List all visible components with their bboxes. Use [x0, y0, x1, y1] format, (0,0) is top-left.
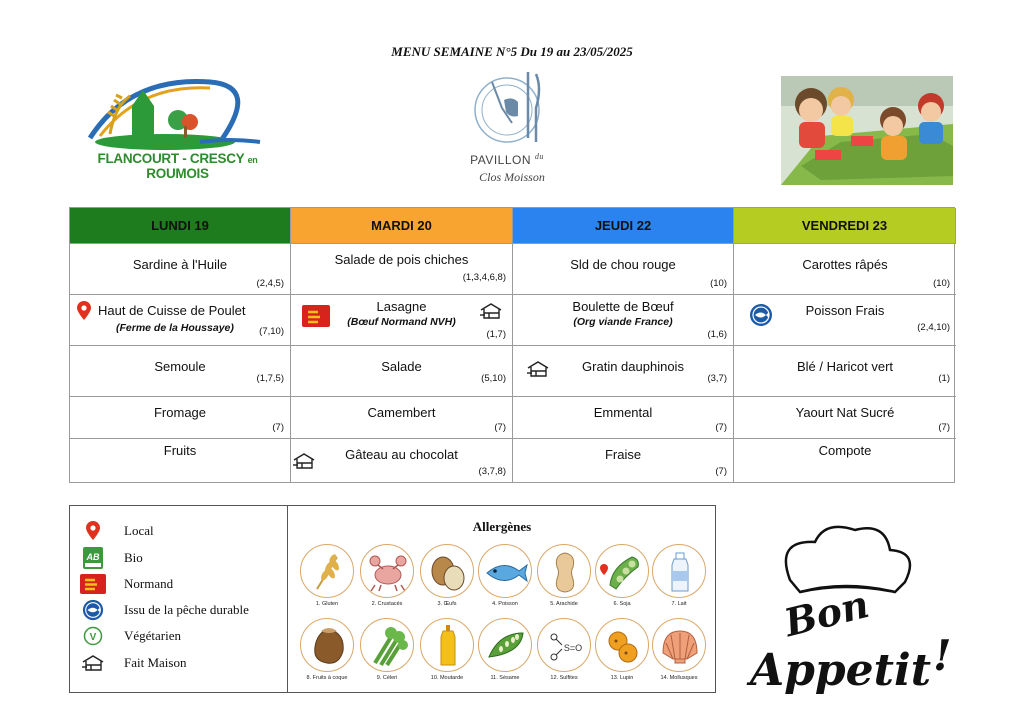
town-logo-graphic: [70, 76, 285, 154]
menu-cell: [70, 396, 291, 438]
pavillon-text: PAVILLON: [470, 153, 532, 167]
day-header-vendredi: VENDREDI 23: [734, 208, 956, 243]
menu-title: MENU SEMAINE N°5 Du 19 au 23/05/2025: [391, 44, 633, 59]
allergen-codes: (1): [938, 373, 950, 384]
allergen-codes: (10): [710, 278, 727, 289]
allergen-codes: (2,4,5): [256, 278, 284, 289]
dish-name: Fromage: [153, 405, 207, 420]
allergen-soja: 6. Soja: [593, 544, 651, 607]
menu-cell: [70, 243, 291, 294]
dish-name: Compote: [818, 443, 872, 458]
dish-name: Salade: [381, 359, 422, 374]
menu-cell: [734, 243, 956, 294]
eggs-icon: [421, 545, 474, 598]
svg-text:AB: AB: [86, 552, 100, 562]
dish-name: Fruits: [163, 443, 197, 458]
legend-item-vegetarien: V Végétarien: [80, 626, 181, 646]
dish-name: Fraise: [604, 447, 642, 462]
fish-icon: [479, 545, 532, 598]
allergen-arachide: 5. Arachide: [535, 544, 593, 607]
menu-cell: [734, 294, 956, 345]
allergen-sesame: 11. Sésame: [476, 618, 534, 681]
allergen-moutarde: 10. Moutarde: [418, 618, 476, 681]
appetit-text: Appetit: [750, 645, 932, 696]
svg-text:V: V: [89, 632, 97, 643]
fait-maison-icon: [82, 654, 104, 672]
menu-cell: [291, 438, 513, 482]
bon-appetit-graphic: [745, 520, 960, 705]
sesame-icon: [479, 619, 532, 672]
allergen-codes: (10): [933, 278, 950, 289]
menu-cell: [70, 345, 291, 396]
legend-item-bio: AB Bio: [80, 548, 143, 568]
peche-durable-icon: [82, 599, 104, 621]
legend-box: [69, 505, 716, 693]
pavillon-logo: [462, 68, 562, 188]
dish-name: Gâteau au chocolat: [345, 447, 458, 462]
allergen-lait: 7. Lait: [650, 544, 708, 607]
day-header-mardi: MARDI 20: [291, 208, 513, 243]
allergen-codes: (7): [938, 422, 950, 433]
sulfite-molecule-icon: [538, 619, 591, 672]
hazelnut-icon: [301, 619, 354, 672]
allergens-title: Allergènes: [472, 519, 532, 534]
exclamation-mark: !: [933, 631, 952, 680]
shell-icon: [653, 619, 706, 672]
menu-cell: [513, 438, 734, 482]
dish-name: Poisson Frais: [805, 303, 885, 318]
allergen-codes: (7,10): [259, 326, 284, 337]
dish-name: Salade de pois chiches: [334, 252, 469, 267]
celery-icon: [361, 619, 414, 672]
dish-name: Camembert: [367, 405, 436, 420]
allergen-codes: (1,3,4,6,8): [462, 272, 506, 283]
children-canteen-illustration: [781, 76, 953, 185]
allergen-sulfites: S=O 12. Sulfites: [535, 618, 593, 681]
clos-moisson-text: Clos Moisson: [479, 170, 545, 184]
allergen-codes: (7): [272, 422, 284, 433]
allergen-codes: (3,7): [707, 373, 727, 384]
town-name: FLANCOURT - CRESCY en ROUMOIS: [97, 151, 258, 181]
legend-item-peche: Issu de la pêche durable: [80, 600, 249, 620]
dish-name: Blé / Haricot vert: [796, 359, 894, 374]
menu-cell: [291, 294, 513, 345]
peanut-icon: [538, 545, 591, 598]
allergen-codes: (7): [715, 422, 727, 433]
bio-icon: [83, 547, 103, 569]
dish-name: Semoule: [154, 359, 206, 374]
menu-cell: [70, 438, 291, 482]
dish-origin: (Bœuf Normand NVH): [347, 316, 456, 328]
menu-cell: [513, 243, 734, 294]
svg-text:S=O: S=O: [563, 643, 583, 653]
day-header-jeudi: JEUDI 22: [513, 208, 734, 243]
allergen-oeufs: 3. Œufs: [418, 544, 476, 607]
dish-origin: (Org viande France): [573, 316, 673, 328]
allergen-poisson: 4. Poisson: [476, 544, 534, 607]
menu-cell: [734, 438, 956, 482]
menu-cell: [734, 396, 956, 438]
allergen-codes: (7): [494, 422, 506, 433]
dish-name: Haut de Cuisse de Poulet: [98, 303, 246, 318]
allergen-crustaces: 2. Crustacés: [358, 544, 416, 607]
menu-cell: [291, 396, 513, 438]
allergen-codes: (1,7): [486, 329, 506, 340]
local-pin-icon: [85, 521, 101, 541]
allergen-codes: (2,4,10): [917, 322, 950, 333]
day-header-lundi: LUNDI 19: [70, 208, 291, 243]
menu-cell: [70, 294, 291, 345]
pavillon-du: du: [534, 152, 544, 161]
lupin-icon: [596, 619, 649, 672]
allergen-fruits-a-coque: 8. Fruits à coque: [298, 618, 356, 681]
fait-maison-icon: [480, 302, 502, 320]
allergen-codes: (1,7,5): [256, 373, 284, 384]
menu-cell: [513, 294, 734, 345]
plate-icon: [462, 68, 562, 152]
town-logo: [70, 76, 285, 186]
menu-cell: [291, 345, 513, 396]
dish-name: Emmental: [593, 405, 653, 420]
allergen-celeri: 9. Céleri: [358, 618, 416, 681]
dish-name: Gratin dauphinois: [582, 359, 684, 374]
weekly-menu-table: [69, 207, 955, 483]
dish-origin: (Ferme de la Houssaye): [116, 322, 234, 334]
allergen-codes: (5,10): [481, 373, 506, 384]
dish-name: Lasagne: [376, 299, 427, 314]
soy-icon: [596, 545, 649, 598]
legend-item-normand: Normand: [80, 574, 173, 594]
allergen-codes: (1,6): [707, 329, 727, 340]
allergen-lupin: 13. Lupin: [593, 618, 651, 681]
dish-name: Carottes râpés: [802, 257, 888, 272]
dish-name: Sardine à l'Huile: [132, 257, 228, 272]
menu-cell: [513, 396, 734, 438]
allergen-gluten: 1. Gluten: [298, 544, 356, 607]
legend-item-local: Local: [80, 521, 154, 541]
bon-text: Bon: [779, 580, 874, 646]
allergen-codes: (3,7,8): [478, 466, 506, 477]
milk-bottle-icon: [653, 545, 706, 598]
vegetarien-icon: [83, 626, 103, 646]
menu-cell: [734, 345, 956, 396]
legend-item-fait-maison: Fait Maison: [80, 653, 186, 673]
chef-hat-icon: [786, 527, 910, 592]
menu-cell: [513, 345, 734, 396]
gluten-icon: [301, 545, 354, 598]
allergen-codes: (7): [715, 466, 727, 477]
mustard-icon: [421, 619, 474, 672]
dish-name: Yaourt Nat Sucré: [795, 405, 895, 420]
normand-flag-icon: [80, 574, 106, 594]
dish-name: Boulette de Bœuf: [572, 299, 674, 314]
menu-cell: [291, 243, 513, 294]
allergen-mollusques: 14. Mollusques: [650, 618, 708, 681]
crab-icon: [361, 545, 414, 598]
dish-name: Sld de chou rouge: [570, 257, 676, 272]
